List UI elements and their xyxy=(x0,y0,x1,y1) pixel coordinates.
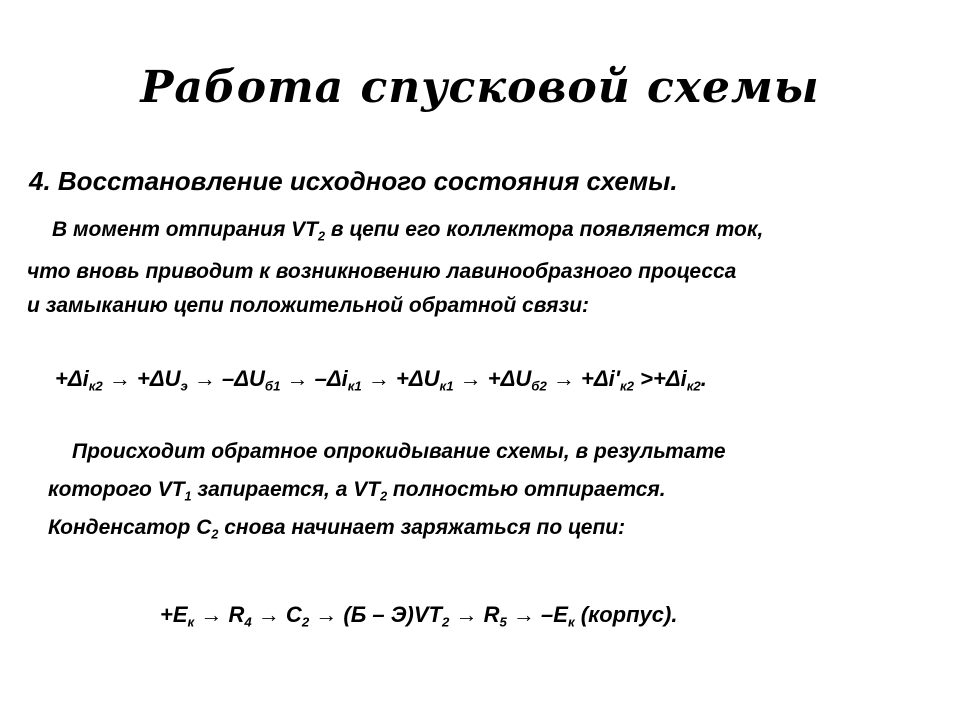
charging-circuit-formula: $+Е_к \to R_4 \to C_2 \to (Б - Э)VT_2 \to R_5 \to -Е_к$ (корпус). xyxy=(160,602,678,630)
paragraph-2-line-1: Происходит обратное опрокидывание схемы, в результате xyxy=(72,440,726,463)
slide-title: Работа спусковой схемы xyxy=(140,62,820,113)
paragraph-2-line-2: которого $VT_1$ запирается, а $VT_2$ полностью отпирается. xyxy=(48,478,666,504)
paragraph-1-line-2: что вновь приводит к возникновению лавинообразного процесса xyxy=(27,260,737,283)
paragraph-1-line-3: и замыканию цепи положительной обратной связи: xyxy=(27,294,590,317)
paragraph-2-line-3: Конденсатор $С_2$ снова начинает заряжаться по цепи: xyxy=(48,516,626,542)
section-heading: 4. Восстановление исходного состояния схемы. xyxy=(29,166,678,196)
feedback-formula: $+\Delta i_{к2} \to +\Delta U_э \to -\Delta U_{б1} \to -\Delta i_{к1} \to +\Delta U_{к1} \to +\Delta U_{б2} \to +\Delta i'_{к2} >+\Delta i_{к2}$. xyxy=(55,366,707,394)
paragraph-1-line-1: В момент отпирания $VT_2$ в цепи его коллектора появляется ток, xyxy=(52,218,764,244)
